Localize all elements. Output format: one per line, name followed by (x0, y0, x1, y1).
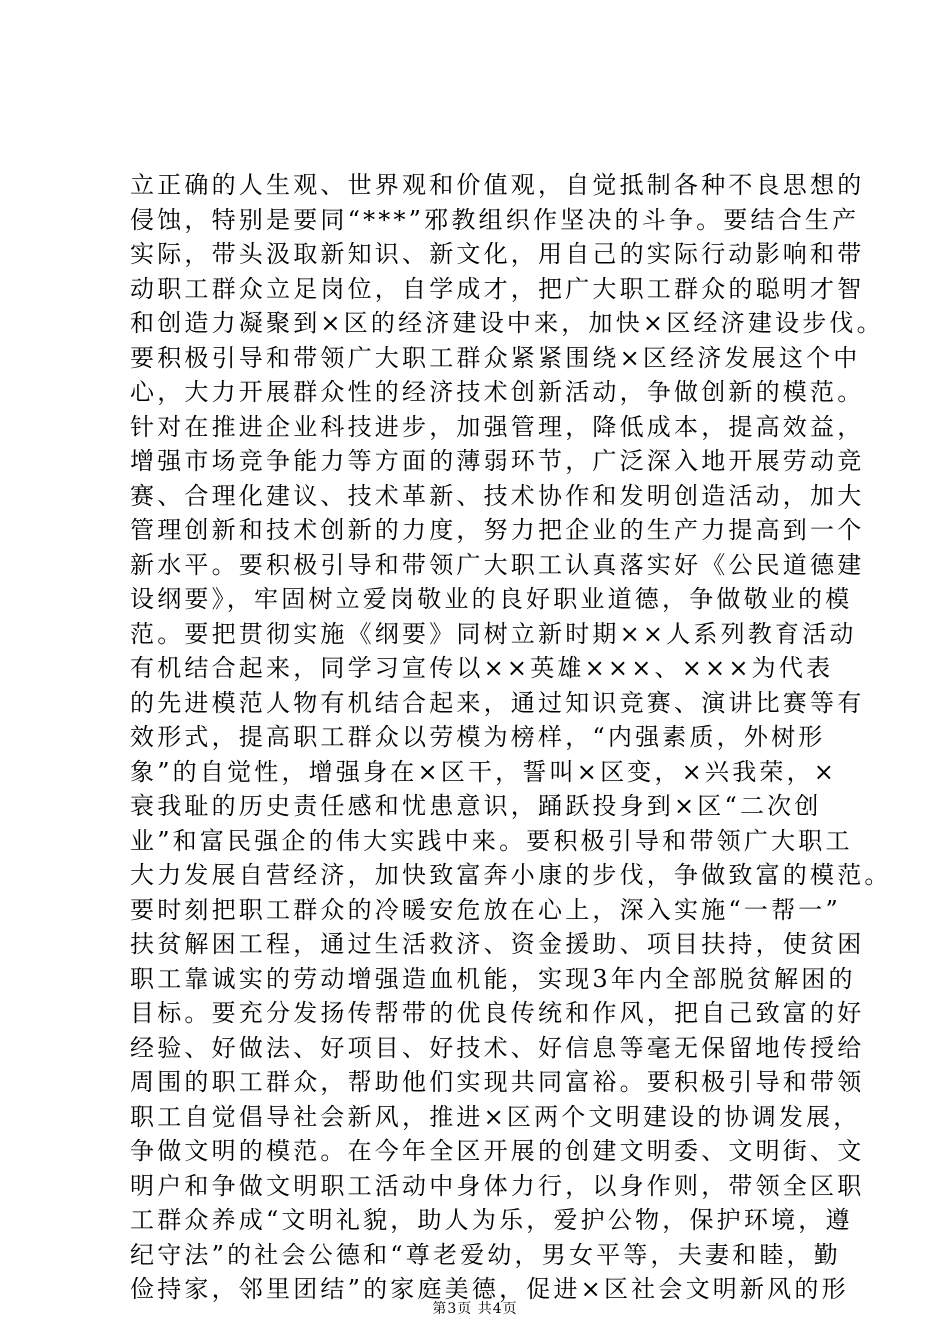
text-line: 周围的职工群众，帮助他们实现共同富裕。要积极引导和带领 (130, 1068, 865, 1096)
text-line: 象”的自觉性，增强身在×区干，誓叫×区变，×兴我荣，× (130, 757, 838, 786)
text-line: 的先进模范人物有机结合起来，通过知识竞赛、演讲比赛等有 (130, 688, 865, 717)
text-line: 侵蚀，特别是要同“***”邪教组织作坚决的斗争。要结合生产 (130, 205, 860, 234)
text-line: 要积极引导和带领广大职工群众紧紧围绕×区经济发展这个中 (130, 343, 861, 372)
text-line: 要时刻把职工群众的冷暖安危放在心上，深入实施“一帮一” (130, 895, 841, 924)
text-line: 职工靠诚实的劳动增强造血机能，实现3年内全部脱贫解困的 (130, 964, 856, 993)
text-line: 设纲要》，牢固树立爱岗敬业的良好职业道德，争做敬业的模 (130, 585, 853, 613)
text-line: 目标。要充分发扬传帮带的优良传统和作风，把自己致富的好 (130, 999, 865, 1027)
text-line: 争做文明的模范。在今年全区开展的创建文明委、文明街、文 (130, 1137, 865, 1165)
text-line: 实际，带头汲取新知识、新文化，用自己的实际行动影响和带 (130, 240, 865, 268)
text-line: 衰我耻的历史责任感和忧患意识，踊跃投身到×区“二次创 (130, 792, 822, 820)
text-line: 俭持家，邻里团结”的家庭美德，促进×区社会文明新风的形 (130, 1275, 849, 1303)
text-line: 工群众养成“文明礼貌，助人为乐，爱护公物，保护环境，遵 (130, 1206, 853, 1234)
text-line: 效形式，提高职工群众以劳模为榜样，“内强素质，外树形 (130, 723, 826, 751)
text-line: 新水平。要积极引导和带领广大职工认真落实好《公民道德建 (130, 550, 865, 579)
body-text (130, 168, 892, 1307)
text-line: 范。要把贯彻实施《纲要》同树立新时期××人系列教育活动 (130, 619, 857, 648)
text-line: 扶贫解困工程，通过生活救济、资金援助、项目扶持，使贫困 (130, 930, 865, 958)
text-line: 纪守法”的社会公德和“尊老爱幼，男女平等，夫妻和睦，勤 (130, 1240, 841, 1269)
text-line: 管理创新和技术创新的力度，努力把企业的生产力提高到一个 (130, 516, 865, 544)
text-line: 业”和富民强企的伟大实践中来。要积极引导和带领广大职工 (130, 826, 853, 855)
text-line: 和创造力凝聚到×区的经济建设中来，加快×区经济建设步伐。 (130, 309, 884, 337)
text-line: 动职工群众立足岗位，自学成才，把广大职工群众的聪明才智 (130, 274, 865, 303)
text-line: 增强市场竞争能力等方面的薄弱环节，广泛深入地开展劳动竞 (130, 447, 865, 475)
text-line: 大力发展自营经济，加快致富奔小康的步伐，争做致富的模范。 (130, 861, 892, 889)
text-line: 立正确的人生观、世界观和价值观，自觉抵制各种不良思想的 (130, 171, 865, 199)
text-line: 经验、好做法、好项目、好技术、好信息等毫无保留地传授给 (130, 1033, 865, 1062)
text-line: 明户和争做文明职工活动中身体力行，以身作则，带领全区职 (130, 1171, 865, 1200)
text-line: 有机结合起来，同学习宣传以××英雄×××、×××为代表 (130, 654, 834, 682)
page-footer (0, 1298, 950, 1318)
page-number: 第3页 共4页 (432, 1301, 518, 1317)
text-line: 赛、合理化建议、技术革新、技术协作和发明创造活动，加大 (130, 481, 865, 510)
text-line: 职工自觉倡导社会新风，推进×区两个文明建设的协调发展， (130, 1102, 861, 1131)
text-line: 心，大力开展群众性的经济技术创新活动，争做创新的模范。 (130, 378, 865, 406)
text-line: 针对在推进企业科技进步，加强管理，降低成本，提高效益， (130, 412, 865, 441)
